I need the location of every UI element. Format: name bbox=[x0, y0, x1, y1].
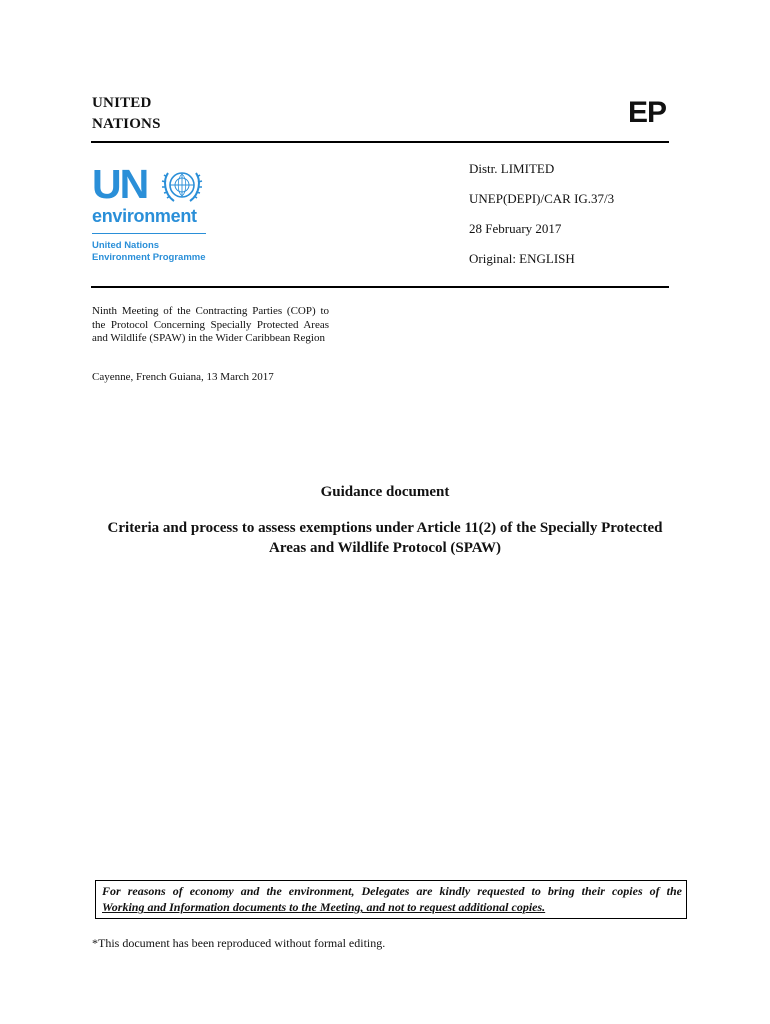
notice-line-2: Working and Information documents to the Meeting, and not to request additional copies. bbox=[102, 900, 546, 914]
subheader-rule bbox=[91, 286, 669, 288]
un-emblem-icon bbox=[160, 164, 204, 206]
unep-logo bbox=[92, 162, 222, 270]
logo-divider bbox=[92, 233, 206, 234]
document-subtitle bbox=[96, 518, 674, 558]
logo-sub-line-2: Environment Programme bbox=[92, 252, 206, 263]
footnote: *This document has been reproduced without formal editing. bbox=[92, 936, 386, 950]
logo-subtitle bbox=[92, 240, 206, 264]
document-date: 28 February 2017 bbox=[469, 221, 562, 236]
document-code: UNEP(DEPI)/CAR IG.37/3 bbox=[469, 191, 615, 206]
logo-sub-line-1: United Nations bbox=[92, 240, 160, 251]
subtitle-line-1: Criteria and process to assess exemptions under Article 11(2) of the Specially Protected bbox=[107, 520, 663, 536]
distribution-block bbox=[469, 160, 614, 280]
header-rule bbox=[91, 141, 669, 143]
subtitle-line-2: Areas and Wildlife Protocol (SPAW) bbox=[269, 540, 501, 556]
organization-name bbox=[92, 93, 161, 135]
document-symbol: EP bbox=[627, 96, 666, 129]
org-line-1: UNITED bbox=[92, 95, 152, 111]
document-title: Guidance document bbox=[320, 484, 450, 500]
logo-environment-text: environment bbox=[92, 206, 197, 226]
original-language: Original: ENGLISH bbox=[469, 251, 575, 266]
meeting-description: Ninth Meeting of the Contracting Parties (COP) to the Protocol Concerning Specially Protected Areas and Wildlife (SPAW) in the Wider Caribbean Region bbox=[92, 305, 329, 344]
distribution-status: Distr. LIMITED bbox=[469, 161, 555, 176]
logo-un-text: UN bbox=[92, 161, 148, 207]
meeting-place-date: Cayenne, French Guiana, 13 March 2017 bbox=[92, 371, 274, 383]
notice-line-1: For reasons of economy and the environment, Delegates are kindly requested to bring their copies of the bbox=[102, 884, 682, 898]
economy-notice-box bbox=[95, 880, 687, 919]
org-line-2: NATIONS bbox=[92, 116, 161, 132]
